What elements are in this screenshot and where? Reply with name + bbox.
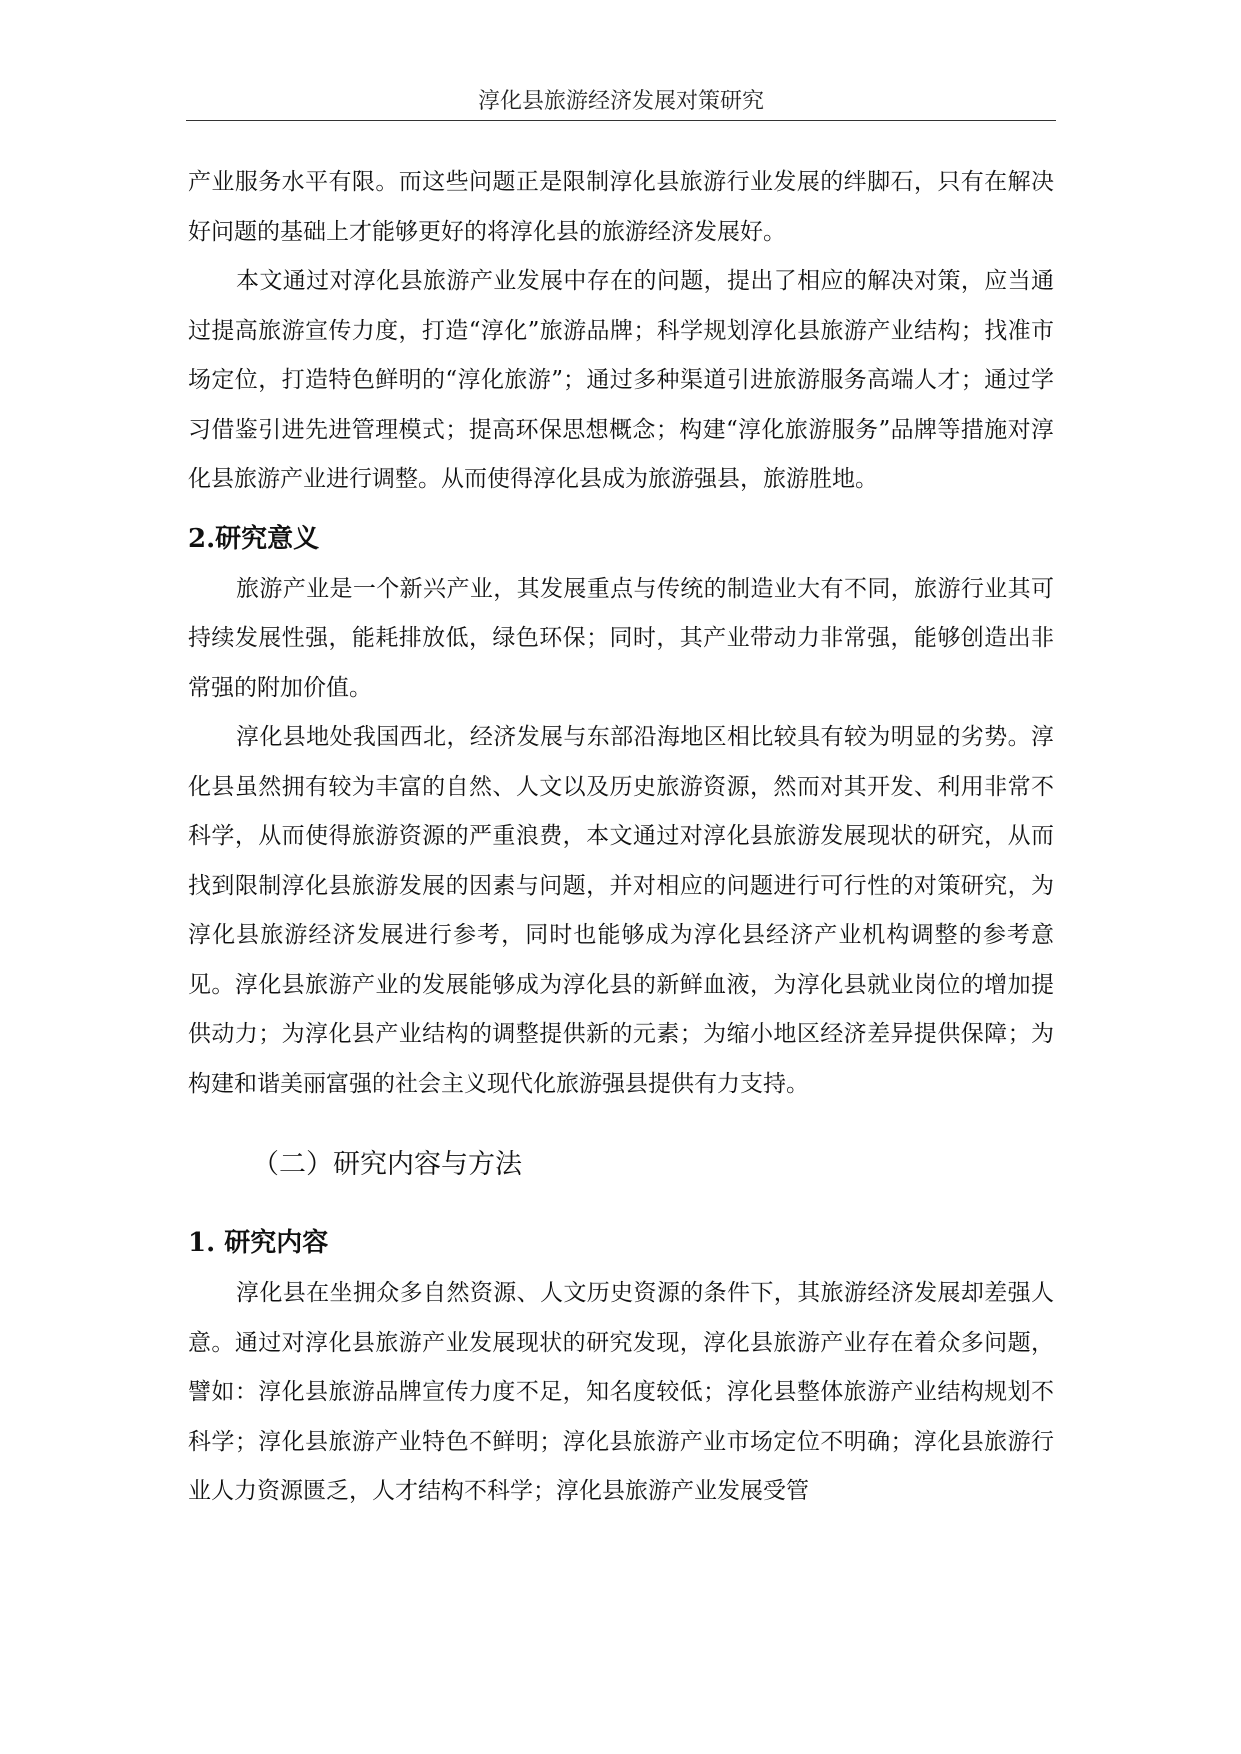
paragraph-tourism-industry: 旅游产业是一个新兴产业，其发展重点与传统的制造业大有不同，旅游行业其可持续发展性强，能耗排放低，绿色环保；同时，其产业带动力非常强，能够创造出非常强的附加价值。 bbox=[188, 575, 1054, 701]
section-heading-content-methods: （二）研究内容与方法 bbox=[252, 1149, 522, 1180]
paragraph-chunhua-location: 淳化县地处我国西北，经济发展与东部沿海地区相比较具有较为明显的劣势。淳化县虽然拥有较为丰富的自然、人文以及历史旅游资源，然而对其开发、利用非常不科学，从而使得旅游资源的严重浪费，本文通过对淳化县旅游发展现状的研究，从而找到限制淳化县旅游发展的因素与问题，并对相应的问题进行可行性的对策研究，为淳化县旅游经济发展进行参考，同时也能够成为淳化县经济产业机构调整的参考意见。淳化县旅游产业的发展能够成为淳化县的新鲜血液，为淳化县就业岗位的增加提供动力；为淳化县产业结构的调整提供新的元素；为缩小地区经济差异提供保障；为构建和谐美丽富强的社会主义现代化旅游强县提供有力支持。 bbox=[188, 724, 1054, 1097]
paragraph-research-content: 淳化县在坐拥众多自然资源、人文历史资源的条件下，其旅游经济发展却差强人意。通过对淳化县旅游产业发展现状的研究发现，淳化县旅游产业存在着众多问题，譬如：淳化县旅游品牌宣传力度不足，知名度较低；淳化县整体旅游产业结构规划不科学；淳化县旅游产业特色不鲜明；淳化县旅游产业市场定位不明确；淳化县旅游行业人力资源匮乏，人才结构不科学；淳化县旅游产业发展受管 bbox=[188, 1280, 1054, 1504]
paragraph-countermeasures: 本文通过对淳化县旅游产业发展中存在的问题，提出了相应的解决对策，应当通过提高旅游宣传力度，打造“淳化”旅游品牌；科学规划淳化县旅游产业结构；找准市场定位，打造特色鲜明的“淳化旅游”；通过多种渠道引进旅游服务高端人才；通过学习借鉴引进先进管理模式；提高环保思想概念；构建“淳化旅游服务”品牌等措施对淳化县旅游产业进行调整。从而使得淳化县成为旅游强县，旅游胜地。 bbox=[188, 268, 1054, 492]
paragraph-continued: 产业服务水平有限。而这些问题正是限制淳化县旅游行业发展的绊脚石，只有在解决好问题的基础上才能够更好的将淳化县的旅游经济发展好。 bbox=[188, 169, 1054, 245]
page-body bbox=[188, 158, 1054, 1517]
heading-research-significance: 2.研究意义 bbox=[188, 523, 320, 554]
heading-research-content: 1. 研究内容 bbox=[188, 1228, 329, 1258]
header-rule bbox=[186, 120, 1056, 121]
running-header: 淳化县旅游经济发展对策研究 bbox=[477, 89, 764, 114]
